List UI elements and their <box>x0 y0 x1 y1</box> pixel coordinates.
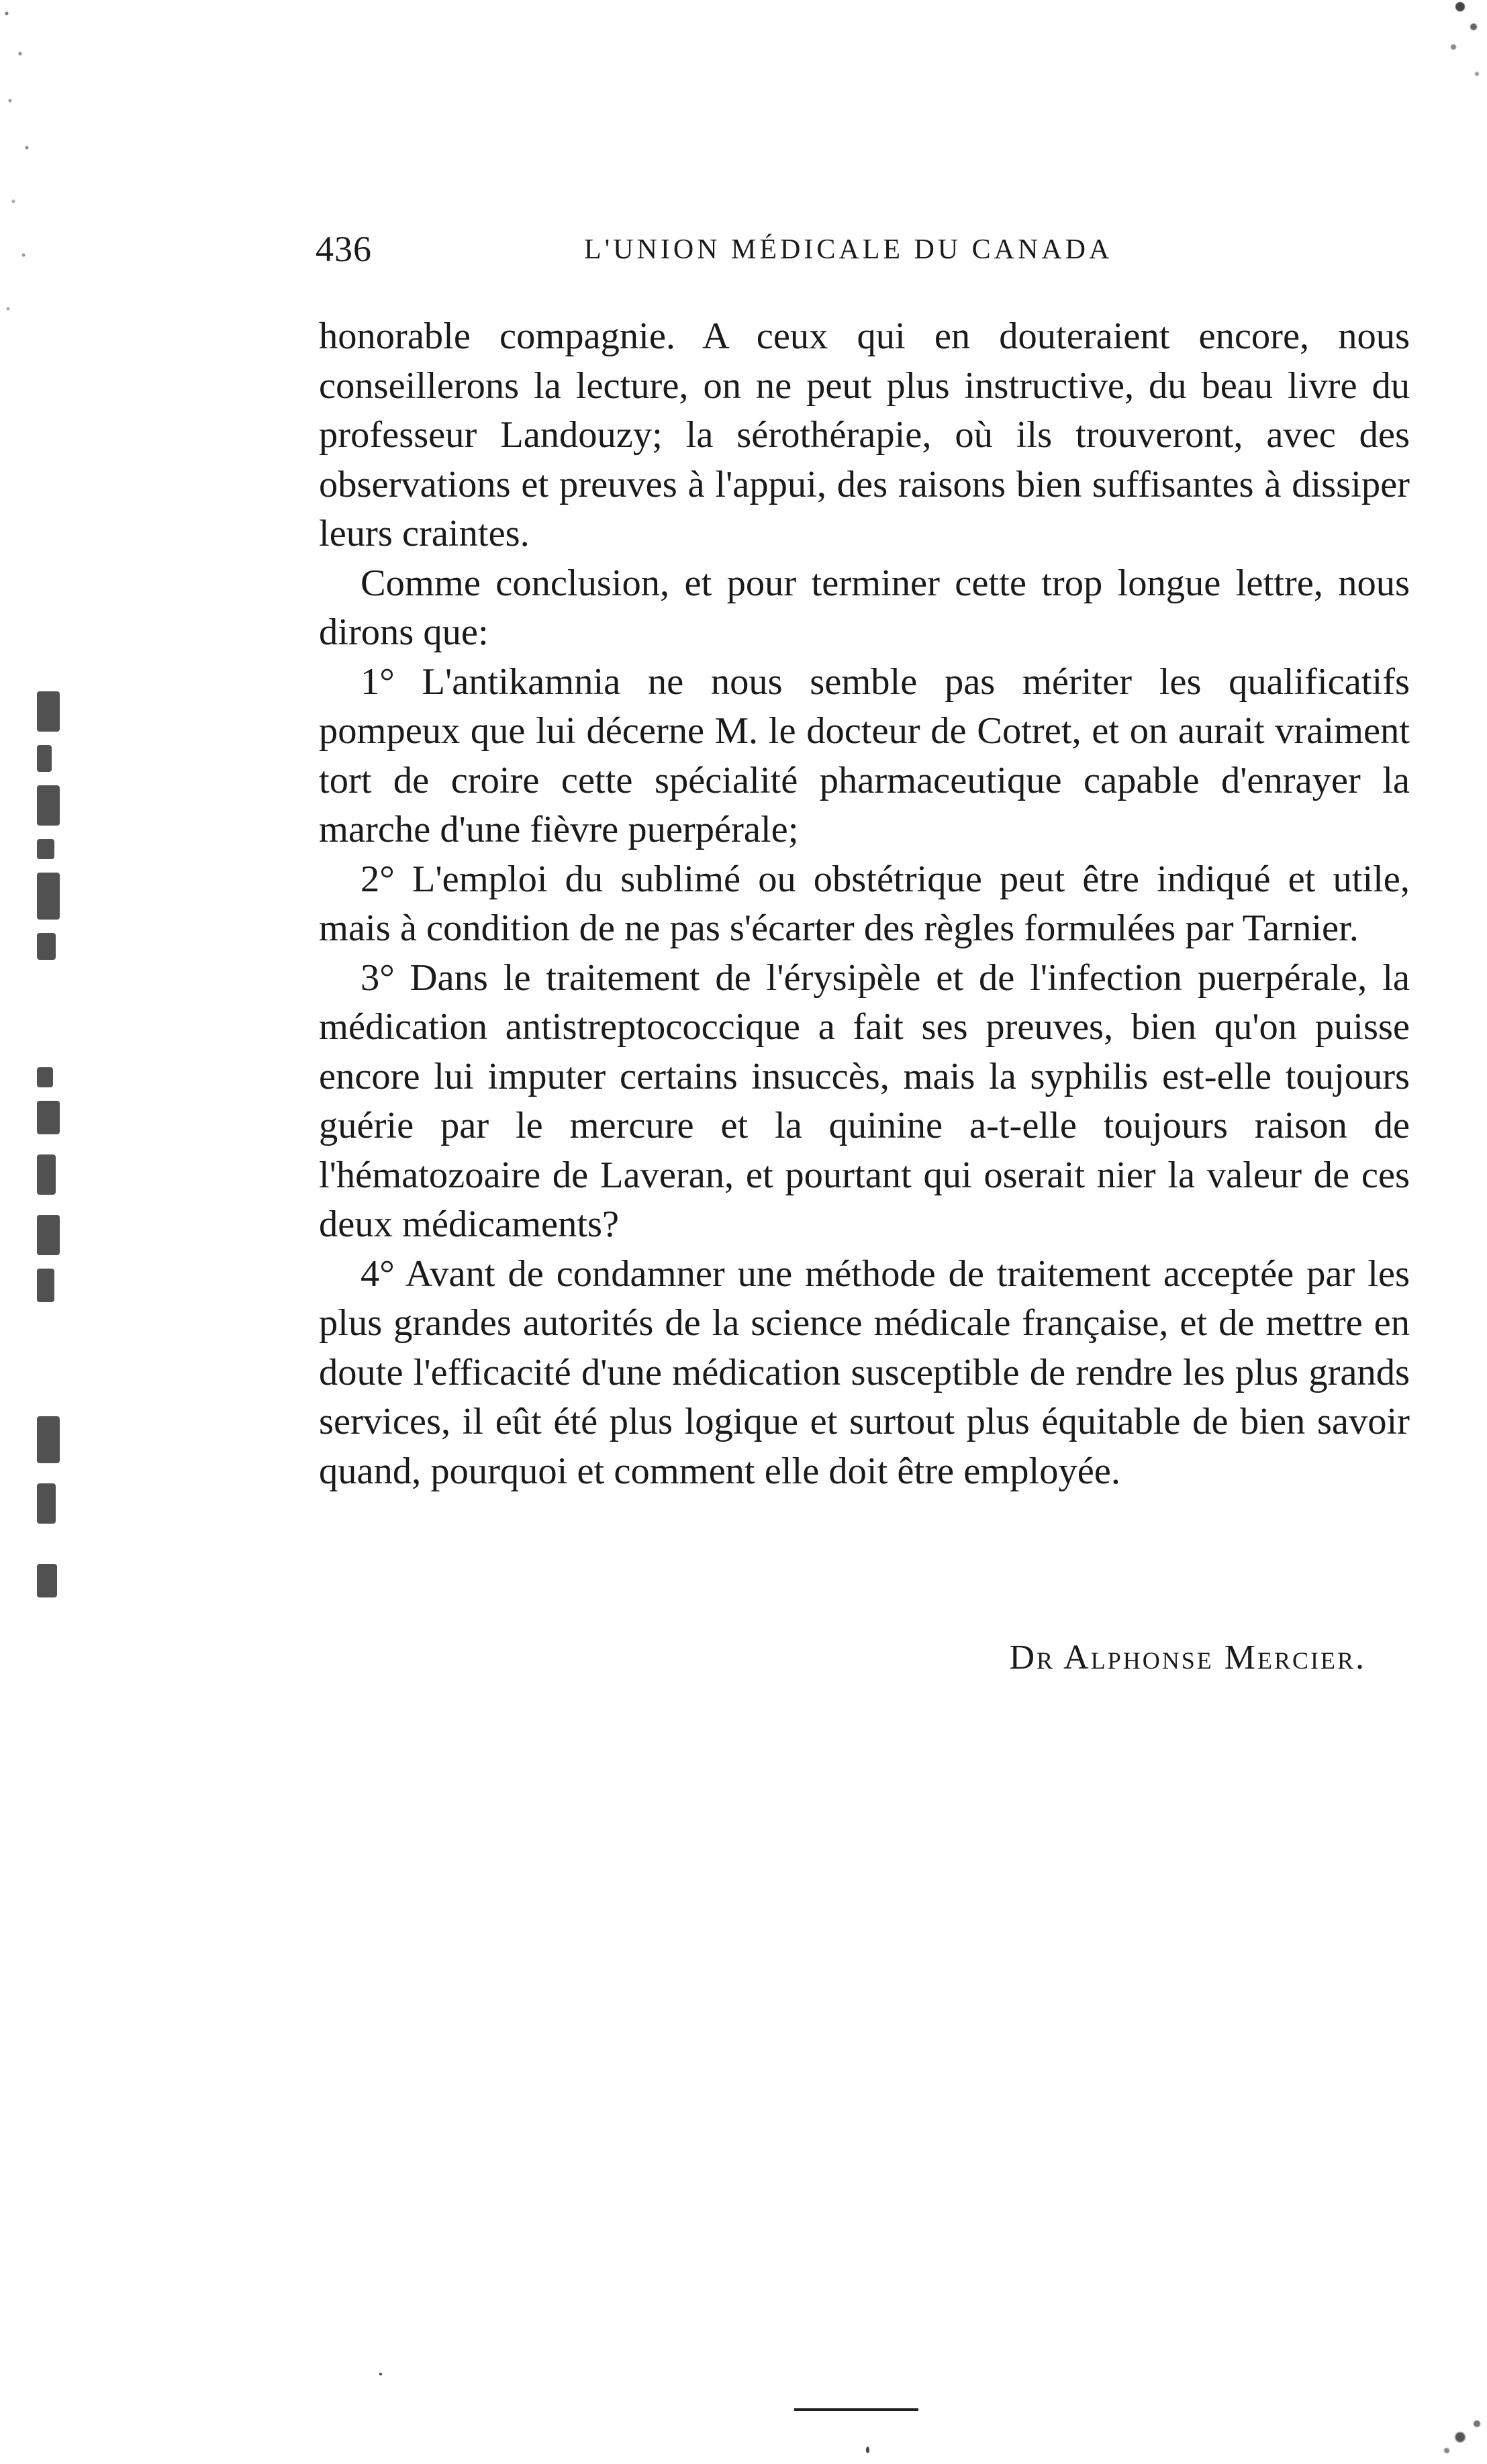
page-number: 436 <box>316 229 372 269</box>
bleed-through-marks <box>37 691 64 1618</box>
page-header <box>316 228 1175 275</box>
article-body <box>319 312 1410 1496</box>
scan-artifact-bottom-right <box>1427 2404 1487 2464</box>
author-signature: Dr Alphonse Mercier. <box>1009 1638 1366 1677</box>
stray-mark <box>379 2373 382 2375</box>
scan-artifact-left <box>0 0 40 349</box>
paragraph-point-1: 1° L'antikamnia ne nous semble pas mériter les qualificatifs pompeux que lui décerne M. le docteur de Cotret, et on aurait vraiment tort de croire cette spécialité pharmaceutique capable d'enrayer la marche d'une fièvre puerpérale; <box>319 660 1410 850</box>
paragraph-point-2: 2° L'emploi du sublimé ou obstétrique peut être indiqué et utile, mais à condition de ne pas s'écarter des règles formulées par Tarnier. <box>319 858 1410 949</box>
stray-mark <box>866 2447 869 2453</box>
closing-rule <box>794 2408 918 2411</box>
scan-artifact-top-right <box>1413 0 1487 94</box>
running-title: L'UNION MÉDICALE DU CANADA <box>584 234 1113 265</box>
paragraph-point-3: 3° Dans le traitement de l'érysipèle et de l'infection puerpérale, la médication antistreptococcique a fait ses preuves, bien qu'on puisse encore lui imputer certains insuccès, mais la syphilis est-elle toujours guérie par le mercure et la quinine a-t-elle toujours raison de l'hématozoaire de Laveran, et pourtant qui oserait nier la valeur de ces deux médicaments? <box>319 956 1410 1245</box>
paragraph-conclusion-intro: Comme conclusion, et pour terminer cette trop longue lettre, nous dirons que: <box>319 562 1410 653</box>
paragraph-point-4: 4° Avant de condamner une méthode de traitement acceptée par les plus grandes autorités de la science médicale française, et de mettre en doute l'efficacité d'une médication susceptible de rendre les plus grands services, il eût été plus logique et surtout plus équitable de bien savoir quand, pourquoi et comment elle doit être employée. <box>319 1252 1410 1492</box>
paragraph-opening: honorable compagnie. A ceux qui en douteraient encore, nous conseillerons la lecture, on ne peut plus instructive, du beau livre du professeur Landouzy; la sérothérapie, où ils trouveront, avec des observations et preuves à l'appui, des raisons bien suffisantes à dissiper leurs craintes. <box>319 315 1410 554</box>
